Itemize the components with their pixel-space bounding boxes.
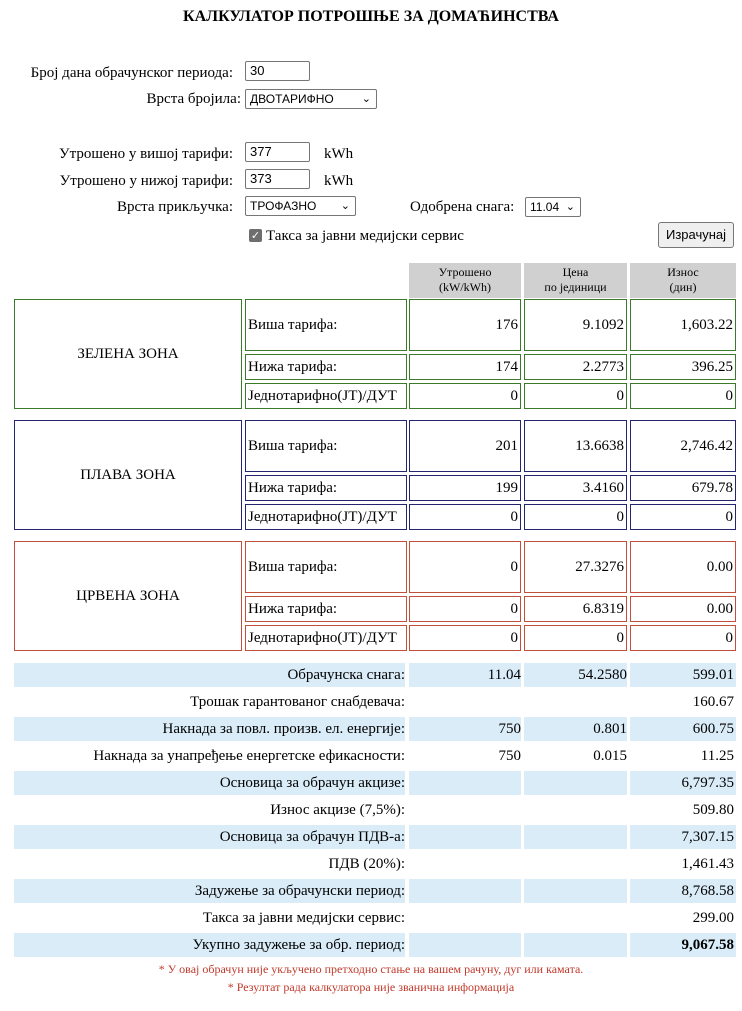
chevron-down-icon: ⌄ xyxy=(340,200,350,212)
approved-power-value: 11.04 xyxy=(530,200,560,214)
header-amount-title: Износ xyxy=(667,265,699,279)
summary-amount: 8,768.58 xyxy=(681,883,734,899)
zone-red: ЦРВЕНА ЗОНА xyxy=(14,541,242,651)
zone-red-high-amount: 0.00 xyxy=(630,541,736,593)
summary-quantity xyxy=(410,933,521,957)
summary-quantity xyxy=(410,906,521,930)
days-label: Број дана обрачунског периода: xyxy=(30,65,233,81)
zone-red-single-price: 0 xyxy=(524,625,627,651)
summary-amount: 160.67 xyxy=(692,694,734,710)
summary-price xyxy=(524,933,627,957)
zone-red-low-label: Нижа тарифа: xyxy=(245,596,407,622)
zone-green-single-consumed: 0 xyxy=(409,383,521,409)
low-tariff-label: Утрошено у нижој тарифи: xyxy=(59,173,233,189)
header-amount xyxy=(630,263,736,298)
zone-blue-low-price: 3.4160 xyxy=(524,475,627,501)
meter-type-value: ДВОТАРИФНО xyxy=(250,92,334,106)
connection-type-label: Врста прикључка: xyxy=(117,199,233,215)
meter-type-select[interactable] xyxy=(245,89,377,109)
summary-price: 0.015 xyxy=(593,748,627,764)
zone-blue-low-label: Нижа тарифа: xyxy=(245,475,407,501)
zone-blue-high-consumed: 201 xyxy=(409,420,521,472)
meter-type-label: Врста бројила: xyxy=(146,91,241,107)
zone-green-low-label: Нижа тарифа: xyxy=(245,354,407,380)
zone-red-low-amount: 0.00 xyxy=(630,596,736,622)
low-tariff-input[interactable]: 373 xyxy=(245,169,310,189)
zone-blue-high-label: Виша тарифа: xyxy=(245,420,407,472)
header-price-unit: по јединици xyxy=(544,280,607,294)
connection-type-select[interactable] xyxy=(245,196,356,216)
high-tariff-label: Утрошено у вишој тарифи: xyxy=(58,146,233,162)
zone-green-high-label: Виша тарифа: xyxy=(245,299,407,351)
summary-amount: 11.25 xyxy=(700,748,734,764)
summary-quantity: 750 xyxy=(498,721,521,737)
summary-amount: 600.75 xyxy=(692,721,734,737)
summary-row xyxy=(14,906,736,930)
zone-red-high-label: Виша тарифа: xyxy=(245,541,407,593)
summary-price xyxy=(524,852,627,876)
high-tariff-input[interactable]: 377 xyxy=(245,142,310,162)
summary-row xyxy=(14,717,736,741)
media-tax-label: Такса за јавни медијски сервис xyxy=(266,228,464,244)
summary-quantity xyxy=(410,690,521,714)
summary-quantity xyxy=(410,825,521,849)
page-title: КАЛКУЛАТОР ПОТРОШЊЕ ЗА ДОМАЋИНСТВА xyxy=(183,8,559,25)
summary-price xyxy=(524,879,627,903)
chevron-down-icon: ⌄ xyxy=(361,93,371,105)
zone-blue-low-amount: 679.78 xyxy=(630,475,736,501)
zone-green-high-consumed: 176 xyxy=(409,299,521,351)
zone-red-low-price: 6.8319 xyxy=(524,596,627,622)
summary-total-row xyxy=(14,933,736,957)
summary-total-amount: 9,067.58 xyxy=(681,937,734,953)
zone-green-single-label: Једнотарифно(ЈТ)/ДУТ xyxy=(245,383,407,409)
header-price xyxy=(524,263,627,298)
summary-label: Обрачунска снага: xyxy=(287,667,405,683)
summary-quantity xyxy=(410,798,521,822)
summary-label: Основица за обрачун акцизе: xyxy=(219,775,405,791)
summary-amount: 299.00 xyxy=(692,910,734,926)
summary-label: Такса за јавни медијски сервис: xyxy=(202,910,405,926)
zone-red-high-price: 27.3276 xyxy=(524,541,627,593)
connection-type-value: ТРОФАЗНО xyxy=(250,199,317,213)
header-consumed-unit: (kW/kWh) xyxy=(439,280,491,294)
zone-green-high-amount: 1,603.22 xyxy=(630,299,736,351)
zone-green-low-consumed: 174 xyxy=(409,354,521,380)
zone-red-low-consumed: 0 xyxy=(409,596,521,622)
summary-row xyxy=(14,852,736,876)
footnote-balance: * У овај обрачун није укључено претходно стање на вашем рачуну, дуг или камата. xyxy=(158,962,584,976)
summary-amount: 599.01 xyxy=(692,667,734,683)
low-tariff-unit: kWh xyxy=(324,173,354,189)
summary-quantity xyxy=(410,879,521,903)
summary-label: Основица за обрачун ПДВ-а: xyxy=(219,829,405,845)
chevron-down-icon: ⌄ xyxy=(565,201,575,213)
zone-red-single-label: Једнотарифно(ЈТ)/ДУТ xyxy=(245,625,407,651)
media-tax-checkbox[interactable]: ✓ xyxy=(250,229,261,242)
summary-label: ПДВ (20%): xyxy=(328,856,405,872)
zone-green-low-amount: 396.25 xyxy=(630,354,736,380)
zone-red-single-amount: 0 xyxy=(630,625,736,651)
high-tariff-unit: kWh xyxy=(324,146,354,162)
summary-price xyxy=(524,798,627,822)
zone-blue-low-consumed: 199 xyxy=(409,475,521,501)
summary-quantity: 11.04 xyxy=(487,667,521,683)
days-input[interactable]: 30 xyxy=(245,61,310,81)
summary-quantity xyxy=(410,852,521,876)
summary-price xyxy=(524,906,627,930)
header-price-title: Цена xyxy=(562,265,589,279)
summary-amount: 1,461.43 xyxy=(681,856,734,872)
zone-blue-single-consumed: 0 xyxy=(409,504,521,530)
zone-red-high-consumed: 0 xyxy=(409,541,521,593)
summary-quantity: 750 xyxy=(498,748,521,764)
summary-price: 0.801 xyxy=(593,721,627,737)
calculate-button[interactable]: Израчунај xyxy=(658,222,734,248)
summary-row xyxy=(14,798,736,822)
summary-row xyxy=(14,771,736,795)
header-consumed xyxy=(409,263,521,298)
summary-price xyxy=(524,825,627,849)
header-amount-unit: (дин) xyxy=(669,280,697,294)
summary-label: Накнада за повл. произв. ел. енергије: xyxy=(162,721,405,737)
summary-amount: 509.80 xyxy=(692,802,734,818)
summary-amount: 6,797.35 xyxy=(681,775,734,791)
zone-blue-single-price: 0 xyxy=(524,504,627,530)
summary-row xyxy=(14,744,736,768)
summary-row xyxy=(14,690,736,714)
zone-green-low-price: 2.2773 xyxy=(524,354,627,380)
summary-label: Трошак гарантованог снабдевача: xyxy=(190,694,405,710)
approved-power-label: Одобрена снага: xyxy=(410,199,515,215)
summary-label: Износ акцизе (7,5%): xyxy=(270,802,405,818)
zone-blue-single-label: Једнотарифно(ЈТ)/ДУТ xyxy=(245,504,407,530)
zone-green-single-price: 0 xyxy=(524,383,627,409)
zone-blue-high-price: 13.6638 xyxy=(524,420,627,472)
summary-price xyxy=(524,771,627,795)
summary-price: 54.2580 xyxy=(578,667,627,683)
summary-amount: 7,307.15 xyxy=(681,829,734,845)
zone-green: ЗЕЛЕНА ЗОНА xyxy=(14,299,242,409)
approved-power-select[interactable] xyxy=(525,197,581,217)
summary-price xyxy=(524,690,627,714)
zone-blue-high-amount: 2,746.42 xyxy=(630,420,736,472)
zone-red-single-consumed: 0 xyxy=(409,625,521,651)
summary-label: Накнада за унапређење енергетске ефикасности: xyxy=(93,748,405,764)
zone-green-single-amount: 0 xyxy=(630,383,736,409)
summary-row xyxy=(14,663,736,687)
zone-blue: ПЛАВА ЗОНА xyxy=(14,420,242,530)
summary-total-label: Укупно задужење за обр. период: xyxy=(192,937,405,953)
zone-green-high-price: 9.1092 xyxy=(524,299,627,351)
summary-row xyxy=(14,879,736,903)
zone-blue-single-amount: 0 xyxy=(630,504,736,530)
summary-quantity xyxy=(410,771,521,795)
footnote-unofficial: * Резултат рада калкулатора није званична информација xyxy=(227,980,515,994)
summary-row xyxy=(14,825,736,849)
header-consumed-title: Утрошено xyxy=(438,265,492,279)
summary-label: Задужење за обрачунски период: xyxy=(194,883,405,899)
